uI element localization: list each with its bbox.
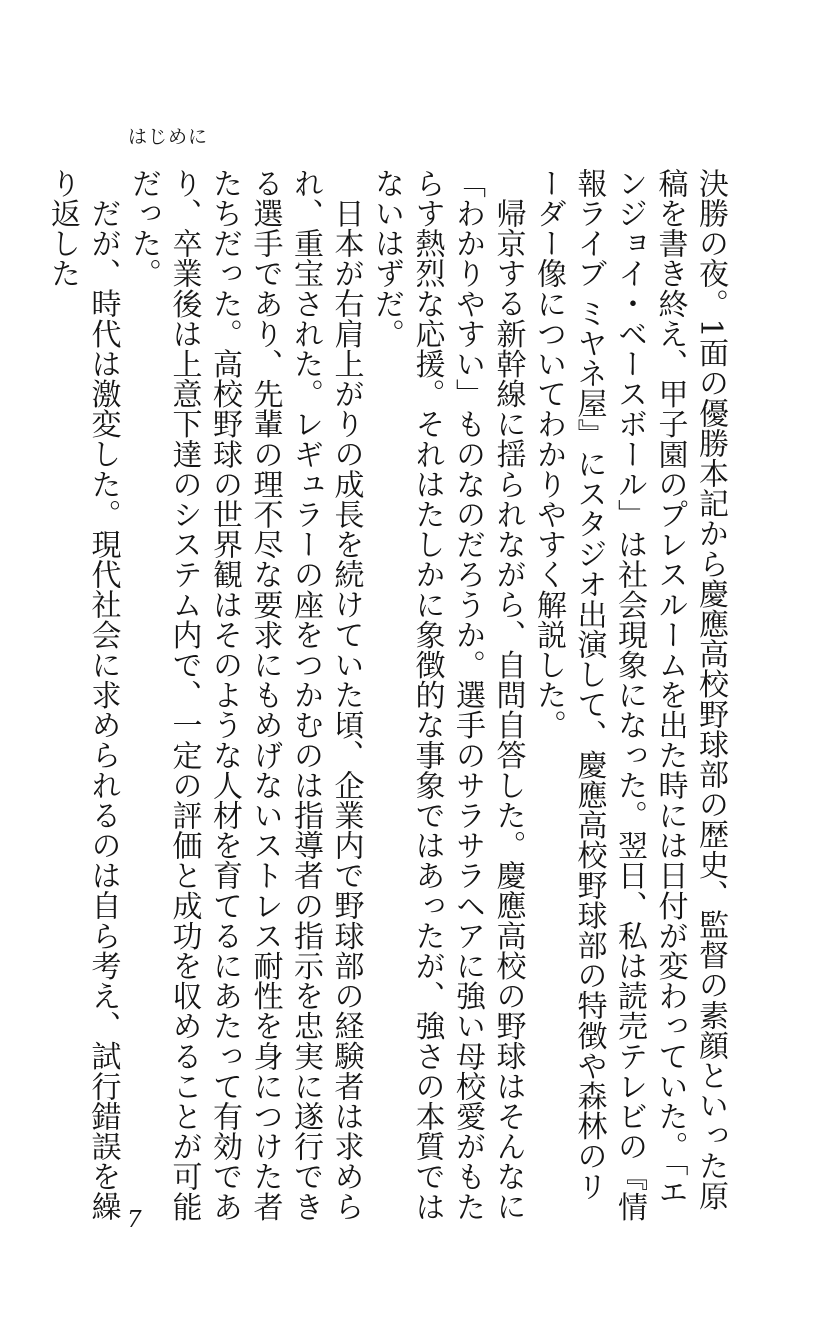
body-text [45,168,730,1228]
paragraph: 決勝の夜。1面の優勝本記から慶應高校野球部の歴史、監督の素顔といった原稿を書き終え、甲子園のプレスルームを出た時には日付が変わっていた。「エンジョイ・ベースボール」は社会現象になった。翌日、私は読売テレビの『情報ライブ ミヤネ屋』にスタジオ出演して、慶應高校野球部の特徴や森林のリーダー像についてわかりやすく解説した。 [531,168,728,1222]
paragraph: だが、時代は激変した。現代社会に求められるのは自ら考え、試行錯誤を繰り返した [45,168,121,1222]
page-number: 7 [127,1207,142,1233]
paragraph: 帰京する新幹線に揺られながら、自問自答した。慶應高校の野球はそんなに「わかりやすい」ものなのだろうか。選手のサラサラヘアに強い母校愛がもたらす熱烈な応援。それはたしかに象徴的な事象ではあったが、強さの本質ではないはずだ。 [369,168,526,1222]
paragraph: 日本が右肩上がりの成長を続けていた頃、企業内で野球部の経験者は求められ、重宝された。レギュラーの座をつかむのは指導者の指示を忠実に遂行できる選手であり、先輩の理不尽な要求にもめげないストレス耐性を身につけた者たちだった。高校野球の世界観はそのような人材を育てるにあたって有効であり、卒業後は上意下達のシステム内で、一定の評価と成功を収めることが可能だった。 [126,168,364,1222]
running-head: はじめに [128,126,209,148]
